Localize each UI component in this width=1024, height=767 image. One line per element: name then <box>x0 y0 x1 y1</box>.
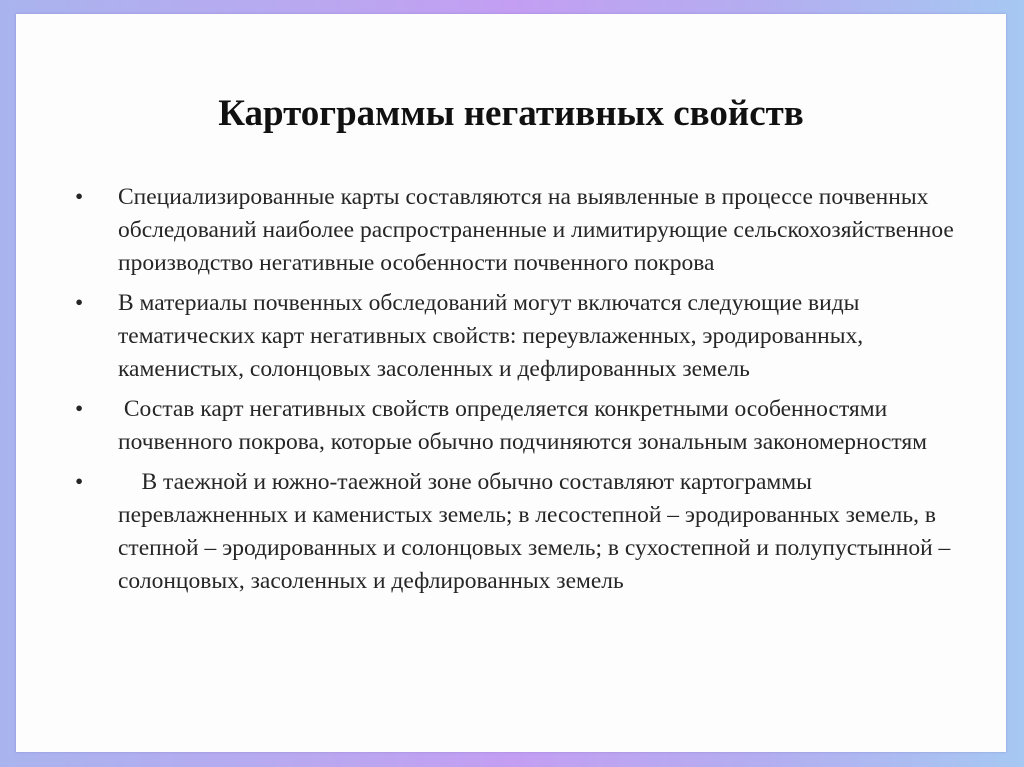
bullet-text: Специализированные карты составляются на выявленные в процессе почвенных обследований наиболее распространенные и лимитирующие сельскохозяйственное производство негативные особенности почвенного покрова <box>118 184 960 276</box>
bullet-marker: • <box>75 290 84 316</box>
bullet-marker: • <box>75 469 84 495</box>
slide-title: Картограммы негативных свойств <box>218 93 804 134</box>
bullet-item <box>72 181 972 280</box>
bullet-text: В таежной и южно-таежной зоне обычно составляют картограммы перевлажненных и каменистых земель; в лесостепной – эродированных земель, в степной – эродированных и солонцовых земель; в сухостепной и полупустынной – солонцовых, засоленных и дефлированных земель <box>118 469 957 594</box>
bullet-marker: • <box>75 184 84 210</box>
bullet-list <box>72 181 972 605</box>
bullet-item <box>72 287 972 386</box>
bullet-item <box>72 466 972 598</box>
slide <box>16 14 1006 752</box>
bullet-text: Состав карт негативных свойств определяется конкретными особенностями почвенного покрова, которые обычно подчиняются зональным закономерностям <box>118 396 928 455</box>
bullet-text: В материалы почвенных обследований могут включатся следующие виды тематических карт негативных свойств: переувлаженных, эродированных, каменистых, солонцовых засоленных и дефлированных земель <box>118 290 870 382</box>
bullet-marker: • <box>75 396 84 422</box>
bullet-item <box>72 393 972 459</box>
